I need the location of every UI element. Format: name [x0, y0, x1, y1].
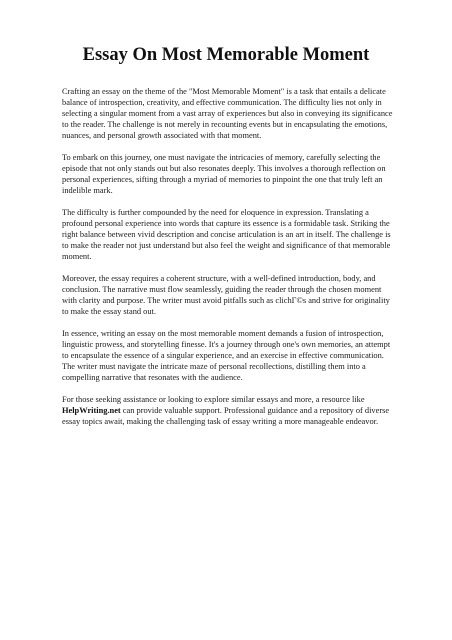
closing-rest-text: can provide valuable support. Professional guidance and a repository of diverse essay topics await, making the challenging task of essay writing a more manageable endeavor.	[62, 406, 390, 426]
helpwriting-link[interactable]: HelpWriting.net	[62, 406, 121, 415]
paragraph-3: The difficulty is further compounded by the need for eloquence in expression. Translating a profound personal experience into words that capture its essence is a formidable task. Striking the right balance between vivid description and concise articulation is an art in itself. The challenge is to make the reader not just understand but also feel the weight and significance of that memorable moment.	[62, 208, 391, 261]
closing-lead-text: For those seeking assistance or looking to explore similar essays and more, a resource like	[62, 395, 365, 404]
paragraph-2: To embark on this journey, one must navigate the intricacies of memory, carefully selecting the episode that not only stands out but also resonates deeply. This involves a thorough reflection on personal experiences, sifting through a myriad of memories to pinpoint the one that truly left an indelible mark.	[62, 153, 386, 195]
paragraph-1: Crafting an essay on the theme of the "Most Memorable Moment" is a task that entails a delicate balance of introspection, creativity, and effective communication. The difficulty lies not only in selecting a singular moment from a vast array of experiences but also in conveying its significance to the reader. The challenge is not merely in recounting events but in encapsulating the emotions, nuances, and personal growth associated with that moment.	[62, 87, 393, 140]
paragraph-5: In essence, writing an essay on the most memorable moment demands a fusion of introspection, linguistic prowess, and storytelling finesse. It's a journey through one's own memories, an attempt to encapsulate the essence of a singular experience, and an exercise in effective communication. The writer must navigate the intricate maze of personal recollections, distilling them into a compelling narrative that resonates with the audience.	[62, 329, 391, 382]
page-title: Essay On Most Memorable Moment	[82, 45, 370, 65]
paragraph-4: Moreover, the essay requires a coherent structure, with a well-defined introduction, body, and conclusion. The narrative must flow seamlessly, guiding the reader through the chosen moment with clarity and purpose. The writer must avoid pitfalls such as clichГ©s and strive for originality to make the essay stand out.	[62, 274, 390, 316]
essay-body	[62, 86, 394, 438]
closing-paragraph	[62, 394, 394, 427]
